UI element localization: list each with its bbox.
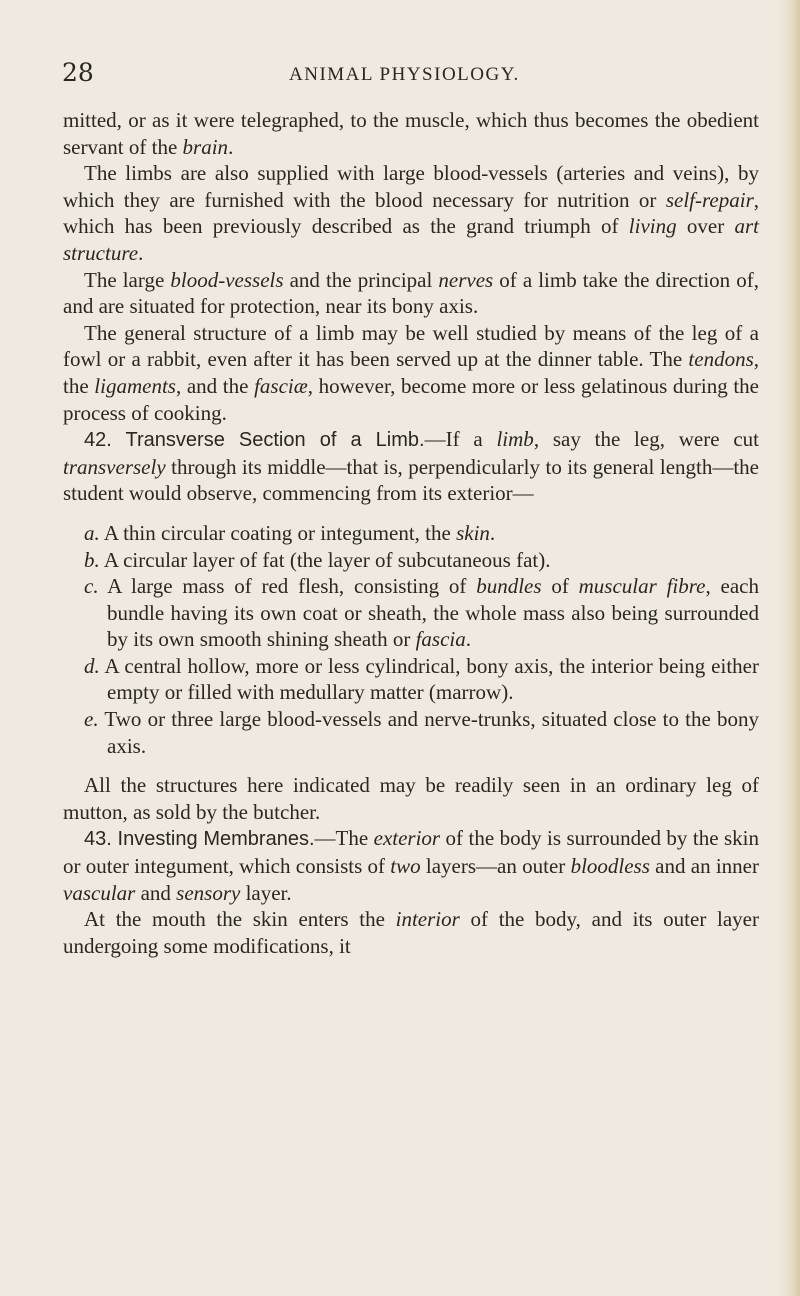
- paragraph-general-structure: The general structure of a limb may be well studied by means of the leg of a fowl or a rabbit, even after it has been served up at the dinner table. The tendons, the ligaments, and the fasciæ, however, become more or less gelatinous during the process of cooking.: [63, 320, 760, 425]
- paragraph-continuation: mitted, or as it were telegraphed, to the muscle, which thus becomes the obedient servant of the brain.: [63, 108, 759, 159]
- page-number: 28: [62, 58, 94, 87]
- paragraph-blood-vessels: The limbs are also supplied with large blood-vessels (arteries and veins), by which they are furnished with the blood necessary for nutrition or self-repair, which has been previously described as the grand triumph of living over art structure.: [63, 161, 759, 265]
- section-heading: 42. Transverse Section of a Limb.: [84, 429, 425, 452]
- list-item: e. Two or three large blood-vessels and nerve-trunks, situated close to the bony axis.: [84, 707, 759, 758]
- page-edge-shadow: [778, 0, 800, 1296]
- body-text: [63, 107, 759, 959]
- paragraph-nerves: The large blood-vessels and the principal nerves of a limb take the direction of, and are situated for protection, near its bony axis.: [63, 267, 759, 319]
- section-42-paragraph: 42. Transverse Section of a Limb.—If a limb, say the leg, were cut transversely through its middle—that is, perpendicularly to its general length—the student would observe, commencing from its exterior—: [63, 427, 759, 506]
- running-head: ANIMAL PHYSIOLOGY.: [289, 64, 520, 85]
- paragraph-mouth: At the mouth the skin enters the interior of the body, and its outer layer undergoing some modifications, it: [63, 907, 759, 958]
- list-item: a. A thin circular coating or integument, the skin.: [84, 520, 496, 545]
- list-item: b. A circular layer of fat (the layer of subcutaneous fat).: [84, 547, 551, 572]
- section-43-paragraph: 43. Investing Membranes.—The exterior of the body is surrounded by the skin or outer integument, which consists of two layers—an outer bloodless and an inner vascular and sensory layer.: [63, 826, 759, 905]
- list-item: d. A central hollow, more or less cylindrical, bony axis, the interior being either empty or filled with medullary matter (marrow).: [84, 653, 759, 705]
- list-item: c. A large mass of red flesh, consisting of bundles of muscular fibre, each bundle having its own coat or sheath, the whole mass also being surrounded by its own smooth shining sheath or fascia.: [84, 574, 759, 652]
- paragraph-mutton: All the structures here indicated may be readily seen in an ordinary leg of mutton, as sold by the butcher.: [63, 773, 759, 824]
- page-header: [62, 58, 752, 92]
- section-heading: 43. Investing Membranes.: [84, 828, 315, 851]
